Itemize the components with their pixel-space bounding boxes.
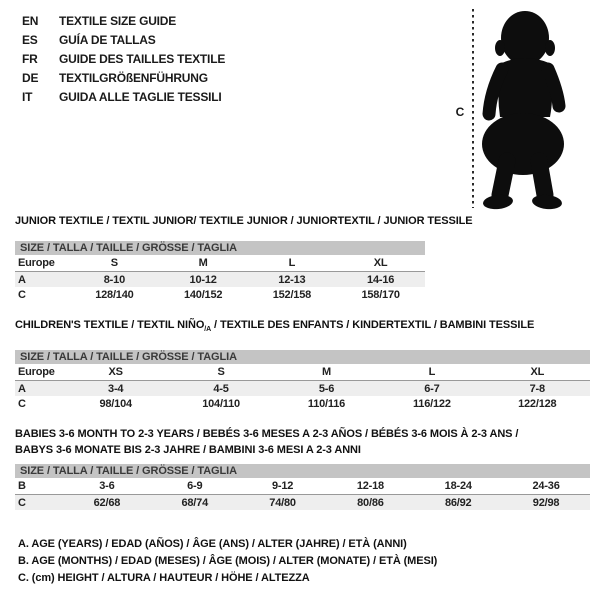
- table-title-text: / TEXTILE DES ENFANTS / KINDERTEXTIL / BAMBINI TESSILE: [211, 319, 535, 331]
- size-cell: 24-36: [502, 478, 590, 495]
- table-title-subscript: /A: [204, 326, 212, 334]
- language-row-en: [22, 11, 225, 30]
- size-cell: 116/122: [412, 397, 451, 410]
- row-label: B: [15, 478, 63, 495]
- height-measure-label: C: [455, 105, 465, 119]
- table-row: [15, 495, 590, 511]
- size-header-bar: SIZE / TALLA / TAILLE / GRÖSSE / TAGLIA: [15, 464, 590, 478]
- table-row: [15, 272, 425, 288]
- size-cell: 104/110: [202, 397, 240, 410]
- table-title-line2: BABYS 3-6 MONATE BIS 2-3 JAHRE / BAMBINI 3-6 MESI A 2-3 ANNI: [15, 444, 361, 456]
- language-title: TEXTILE SIZE GUIDE: [59, 13, 177, 28]
- row-label: C: [18, 397, 26, 410]
- language-code: IT: [22, 89, 33, 104]
- size-cell: 62/68: [63, 495, 151, 511]
- size-cell: 74/80: [239, 495, 327, 511]
- size-cell: M: [159, 255, 248, 272]
- language-title: GUÍA DE TALLAS: [59, 32, 156, 47]
- table-row: [15, 478, 590, 495]
- legend-line-b: B. AGE (MONTHS) / EDAD (MESES) / ÂGE (MOIS) / ALTER (MONATE) / ETÀ (MESI): [18, 555, 438, 567]
- size-cell: S: [70, 255, 159, 272]
- size-cell: 10-12: [159, 272, 248, 288]
- size-table: [15, 478, 590, 510]
- size-header-bar: SIZE / TALLA / TAILLE / GRÖSSE / TAGLIA: [15, 350, 590, 364]
- size-cell: 68/74: [151, 495, 239, 511]
- table-row: [15, 287, 425, 302]
- legend-line-a: A. AGE (YEARS) / EDAD (AÑOS) / ÂGE (ANS) / ALTER (JAHRE) / ETÀ (ANNI): [18, 538, 407, 550]
- size-cell: 12-13: [248, 272, 337, 288]
- language-code: DE: [22, 70, 39, 85]
- language-row-fr: [22, 49, 225, 68]
- size-cell: 3-4: [63, 381, 168, 397]
- size-cell: 5-6: [274, 381, 379, 397]
- row-label: C: [18, 288, 26, 301]
- size-cell: L: [248, 255, 337, 272]
- size-cell: L: [379, 364, 484, 381]
- language-row-it: [22, 87, 225, 106]
- language-title: GUIDE DES TAILLES TEXTILE: [59, 51, 226, 66]
- size-cell: S: [168, 364, 273, 381]
- size-cell: 98/104: [99, 397, 132, 410]
- size-table: [15, 255, 425, 302]
- row-label: Europe: [15, 364, 63, 381]
- legend-line-c: C. (cm) HEIGHT / ALTURA / HAUTEUR / HÖHE / ALTEZZA: [18, 572, 310, 584]
- size-cell: 9-12: [239, 478, 327, 495]
- size-cell: XS: [63, 364, 168, 381]
- language-title: GUIDA ALLE TAGLIE TESSILI: [59, 89, 222, 104]
- size-cell: 14-16: [336, 272, 425, 288]
- size-cell: XL: [485, 364, 590, 381]
- size-cell: 140/152: [183, 288, 223, 301]
- size-cell: 3-6: [63, 478, 151, 495]
- table-row: [15, 364, 590, 381]
- row-label: A: [15, 381, 63, 397]
- height-figure: [450, 5, 595, 215]
- size-cell: 86/92: [414, 495, 502, 511]
- table-row: [15, 396, 590, 411]
- size-cell: 110/116: [307, 397, 346, 410]
- size-cell: 12-18: [326, 478, 414, 495]
- table-title-line1: BABIES 3-6 MONTH TO 2-3 YEARS / BEBÉS 3-6 MESES A 2-3 AÑOS / BÉBÉS 3-6 MOIS À 2-3 ANS /: [15, 428, 519, 440]
- size-cell: 128/140: [95, 288, 134, 301]
- table-title-text: CHILDREN'S TEXTILE / TEXTIL NIÑO: [15, 319, 205, 331]
- baby-silhouette: [482, 11, 564, 211]
- table-title: [15, 426, 590, 458]
- size-cell: 6-7: [379, 381, 484, 397]
- size-cell: 4-5: [168, 381, 273, 397]
- row-label: C: [15, 495, 63, 511]
- table-row: [15, 255, 425, 272]
- size-cell: 158/170: [361, 288, 400, 301]
- baby-silhouette-graphic: [450, 5, 595, 215]
- size-cell: 8-10: [70, 272, 159, 288]
- measurement-legend: [18, 536, 437, 587]
- size-cell: M: [274, 364, 379, 381]
- language-row-de: [22, 68, 225, 87]
- size-cell: 122/128: [518, 397, 557, 410]
- size-cell: XL: [336, 255, 425, 272]
- size-cell: 7-8: [485, 381, 590, 397]
- language-list: [22, 11, 225, 106]
- size-cell: 18-24: [414, 478, 502, 495]
- children-table-section: [15, 319, 590, 411]
- junior-table-section: [15, 215, 473, 302]
- table-title: JUNIOR TEXTILE / TEXTIL JUNIOR/ TEXTILE JUNIOR / JUNIORTEXTIL / JUNIOR TESSILE: [15, 215, 473, 227]
- size-cell: 80/86: [326, 495, 414, 511]
- size-cell: 152/158: [272, 288, 312, 301]
- size-cell: 6-9: [151, 478, 239, 495]
- row-label: Europe: [15, 255, 70, 272]
- table-row: [15, 381, 590, 397]
- language-row-es: [22, 30, 225, 49]
- size-header-bar: SIZE / TALLA / TAILLE / GRÖSSE / TAGLIA: [15, 241, 425, 255]
- language-code: FR: [22, 51, 38, 66]
- babies-table-section: [15, 426, 590, 510]
- language-code: ES: [22, 32, 38, 47]
- language-title: TEXTILGRÖßENFÜHRUNG: [59, 70, 208, 85]
- size-table: [15, 364, 590, 411]
- table-title: [15, 319, 590, 336]
- row-label: A: [15, 272, 70, 288]
- language-code: EN: [22, 13, 39, 28]
- size-cell: 92/98: [502, 495, 590, 511]
